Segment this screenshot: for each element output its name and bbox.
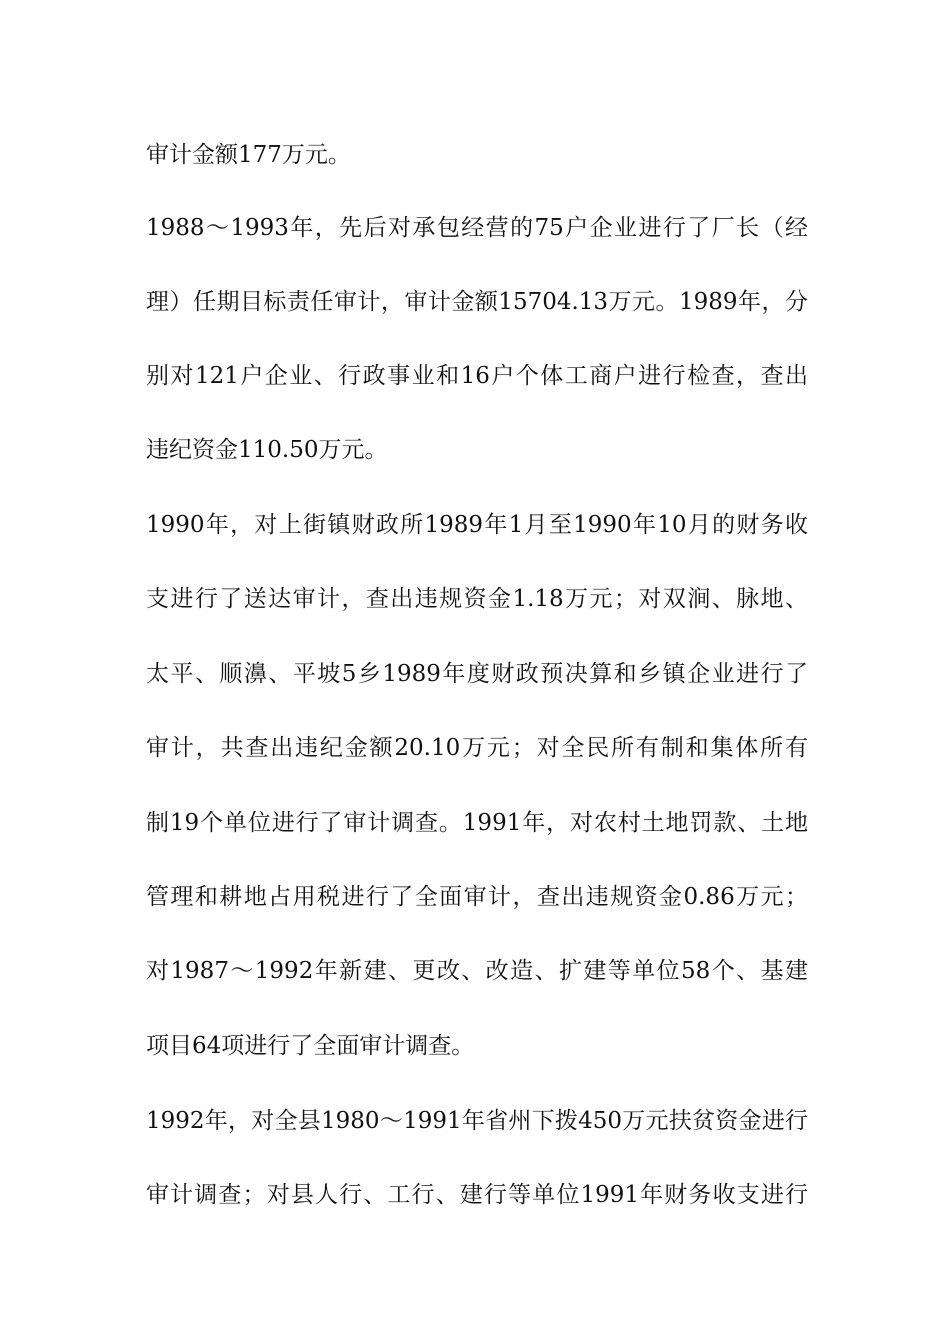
text-line: 别对121户企业、行政事业和16户个体工商户进行检查，查出	[146, 363, 808, 389]
text-line: 支进行了送达审计，查出违规资金1.18万元；对双涧、脉地、	[146, 586, 808, 612]
text-line: 项目64项进行了全面审计调查。	[146, 1033, 475, 1059]
text-line: 审计调查；对县人行、工行、建行等单位1991年财务收支进行	[146, 1182, 808, 1208]
text-line: 管理和耕地占用税进行了全面审计，查出违规资金0.86万元；	[146, 884, 808, 910]
text-line: 1990年，对上街镇财政所1989年1月至1990年10月的财务收	[146, 512, 808, 538]
text-line: 对1987～1992年新建、更改、改造、扩建等单位58个、基建	[146, 958, 808, 984]
text-line: 理）任期目标责任审计，审计金额15704.13万元。1989年，分	[146, 289, 808, 315]
text-line: 审计，共查出违纪金额20.10万元；对全民所有制和集体所有	[146, 735, 808, 761]
text-line: 制19个单位进行了审计调查。1991年，对农村土地罚款、土地	[146, 810, 808, 836]
text-line: 太平、顺濞、平坡5乡1989年度财政预决算和乡镇企业进行了	[146, 661, 808, 687]
text-line: 1992年，对全县1980～1991年省州下拨450万元扶贫资金进行	[146, 1108, 808, 1134]
text-line: 违纪资金110.50万元。	[146, 437, 388, 463]
text-line: 1988～1993年，先后对承包经营的75户企业进行了厂长（经	[146, 215, 808, 241]
text-line: 审计金额177万元。	[146, 142, 351, 168]
